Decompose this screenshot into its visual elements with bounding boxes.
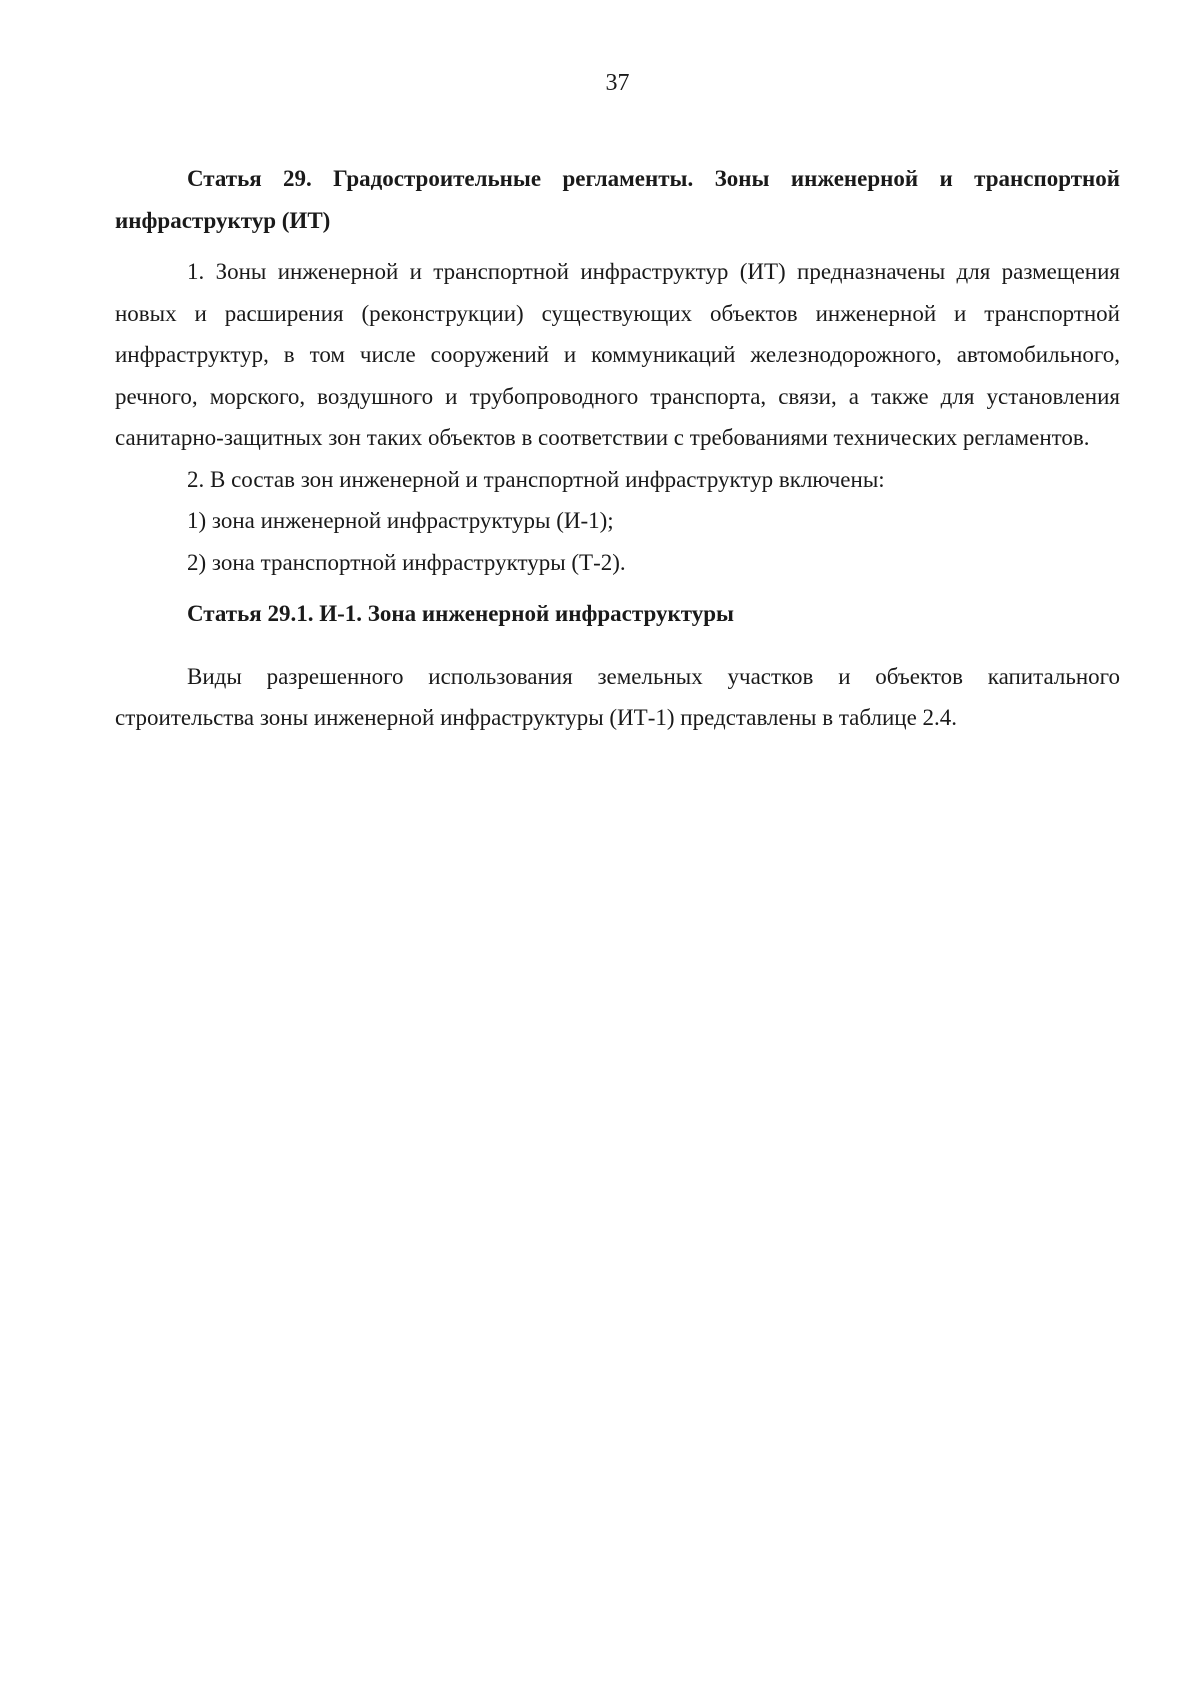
article-29-1-heading: Статья 29.1. И-1. Зона инженерной инфраструктуры xyxy=(187,601,734,626)
article-29-paragraph-1: 1. Зоны инженерной и транспортной инфраструктур (ИТ) предназначены для размещения новых и расширения (реконструкции) существующих объектов инженерной и транспортной инфраструктур, в том числе сооружений и коммуникаций железнодорожного, автомобильного, речного, морского, воздушного и трубопроводного транспорта, связи, а также для установления санитарно-защитных зон таких объектов в соответствии с требованиями технических регламентов. xyxy=(115,259,1120,450)
article-29-1-paragraph: Виды разрешенного использования земельных участков и объектов капитального строительства зоны инженерной инфраструктуры (ИТ-1) представлены в таблице 2.4. xyxy=(115,663,1120,730)
list-item-zone-t2: 2) зона транспортной инфраструктуры (Т-2). xyxy=(187,549,626,575)
article-29-paragraph-2: 2. В состав зон инженерной и транспортной инфраструктур включены: xyxy=(187,466,885,492)
article-29-heading: Статья 29. Градостроительные регламенты. Зоны инженерной и транспортной инфраструктур (ИТ) xyxy=(115,166,1120,233)
document-body xyxy=(115,158,1120,739)
list-item-zone-i1: 1) зона инженерной инфраструктуры (И-1); xyxy=(187,508,614,533)
page-number: 37 xyxy=(605,70,630,96)
